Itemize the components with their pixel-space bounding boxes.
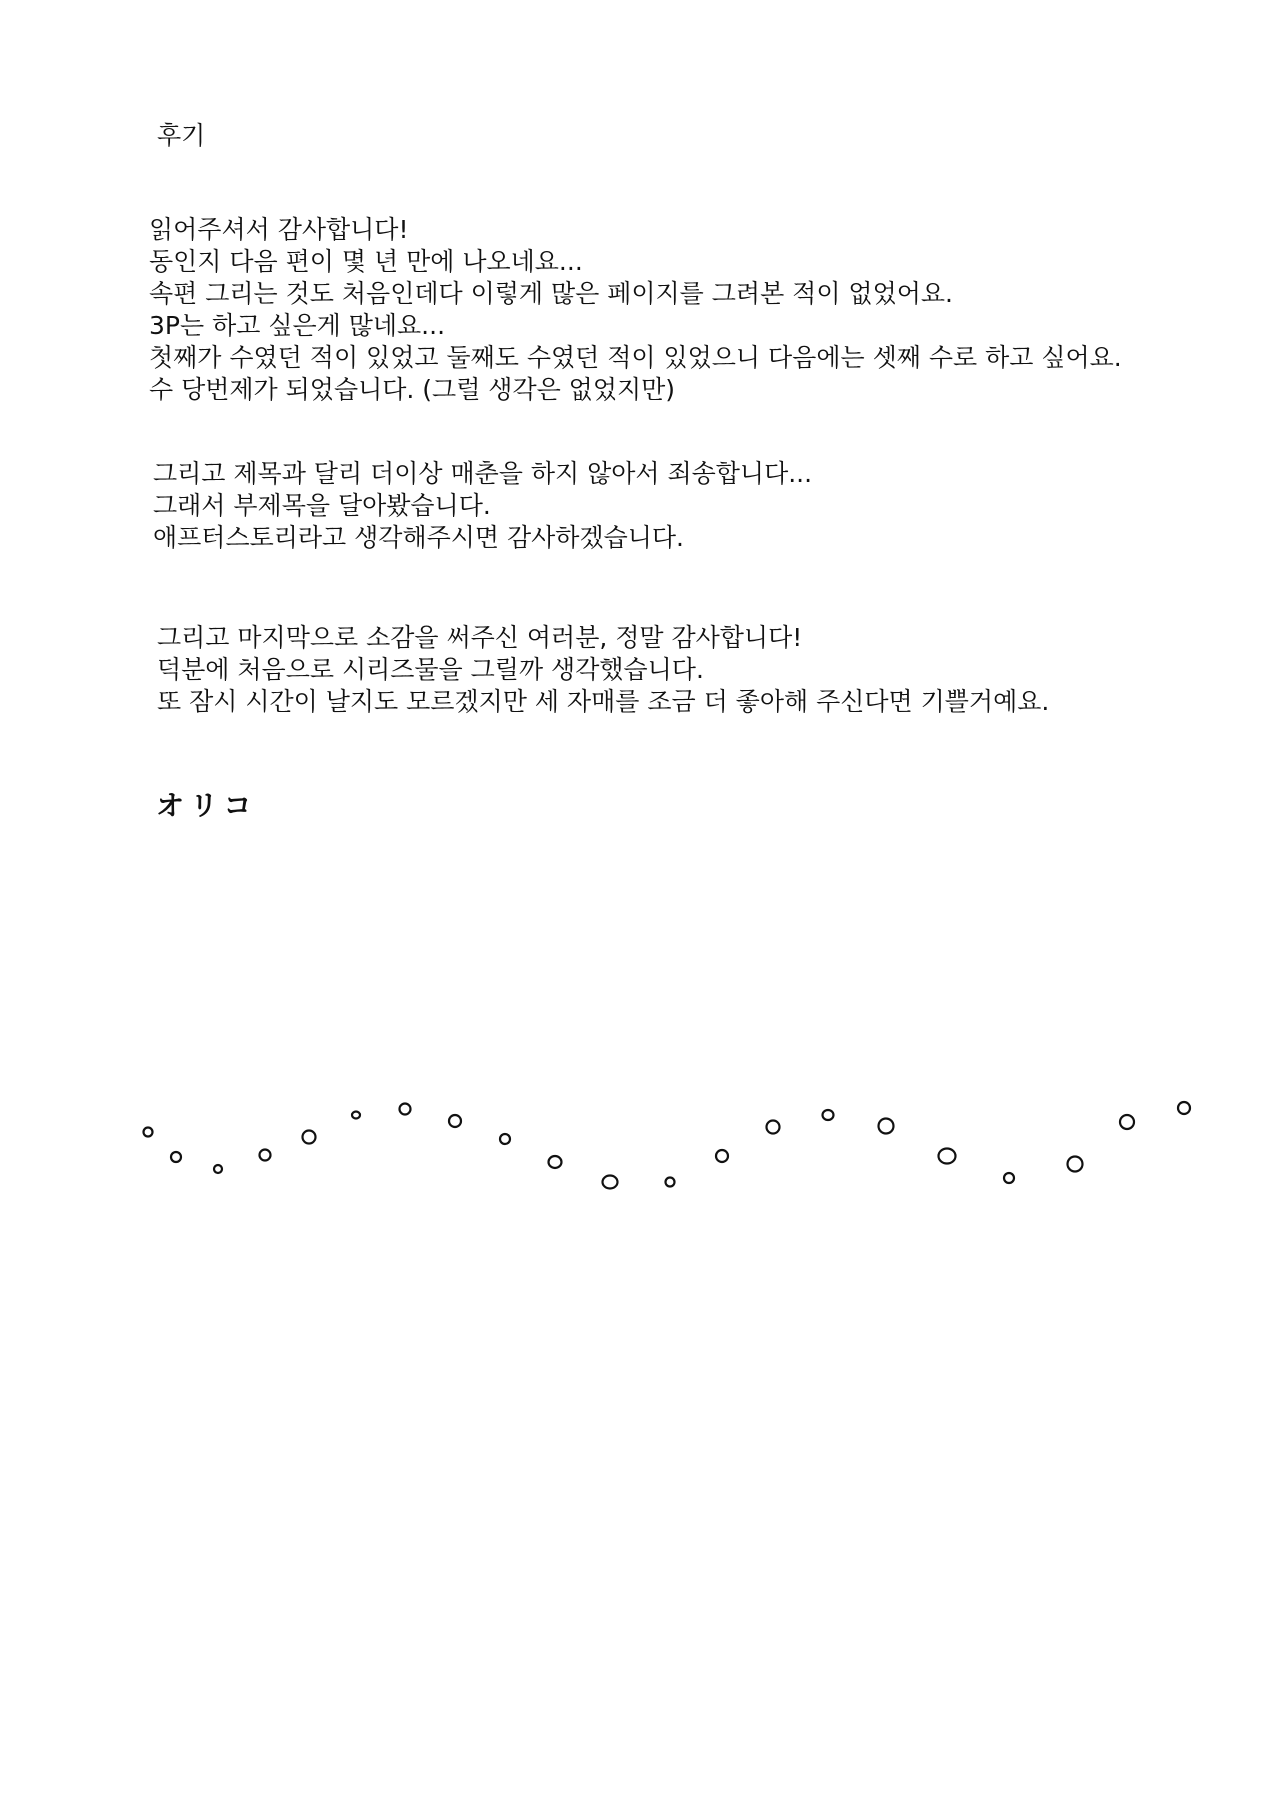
paragraph-thanks <box>149 214 1122 406</box>
bubble <box>823 1110 834 1120</box>
bubble <box>500 1134 510 1144</box>
text-line: 첫째가 수였던 적이 있었고 둘째도 수였던 적이 있었으니 다음에는 셋째 수로 하고 싶어요. <box>149 343 1122 372</box>
text-line: 속편 그리는 것도 처음인데다 이렇게 많은 페이지를 그려본 적이 없었어요. <box>149 279 953 308</box>
text-line: 또 잠시 시간이 날지도 모르겠지만 세 자매를 조금 더 좋아해 주신다면 기쁠거예요. <box>157 687 1050 716</box>
bubble <box>214 1165 222 1173</box>
text-line: 수 당번제가 되었습니다. (그럴 생각은 없었지만) <box>149 375 676 404</box>
bubble <box>352 1112 360 1119</box>
bubble <box>879 1119 894 1134</box>
paragraph-apology <box>153 458 812 554</box>
bubble <box>549 1156 562 1168</box>
bubble <box>1004 1173 1014 1183</box>
bubble <box>303 1131 316 1144</box>
bubble <box>400 1104 411 1115</box>
text-line: 덕분에 처음으로 시리즈물을 그릴까 생각했습니다. <box>157 655 704 684</box>
bubble <box>449 1115 461 1127</box>
bubble <box>603 1176 618 1189</box>
text-line: 그리고 마지막으로 소감을 써주신 여러분, 정말 감사합니다! <box>157 623 803 652</box>
bubble <box>1178 1102 1190 1114</box>
bubble <box>716 1150 728 1162</box>
text-line: 그리고 제목과 달리 더이상 매춘을 하지 않아서 죄송합니다... <box>153 459 813 488</box>
paragraph-closing <box>157 622 1049 718</box>
text-line: 동인지 다음 편이 몇 년 만에 나오네요... <box>149 247 583 276</box>
bubble <box>666 1178 675 1187</box>
bubble <box>144 1128 153 1137</box>
text-line: 읽어주셔서 감사합니다! <box>149 215 409 244</box>
bubble <box>1120 1115 1134 1129</box>
bubble <box>171 1152 181 1162</box>
author-signature: オリコ <box>156 789 258 822</box>
text-line: 애프터스토리라고 생각해주시면 감사하겠습니다. <box>153 523 684 552</box>
bubble <box>939 1149 956 1164</box>
bubble <box>260 1150 271 1161</box>
bubble <box>767 1121 780 1134</box>
bubble-decoration <box>0 1080 1280 1220</box>
text-line: 3P는 하고 싶은게 많네요... <box>149 311 446 340</box>
bubble <box>1068 1157 1083 1172</box>
text-line: 그래서 부제목을 달아봤습니다. <box>153 491 491 520</box>
page-heading: 후기 <box>157 121 206 150</box>
